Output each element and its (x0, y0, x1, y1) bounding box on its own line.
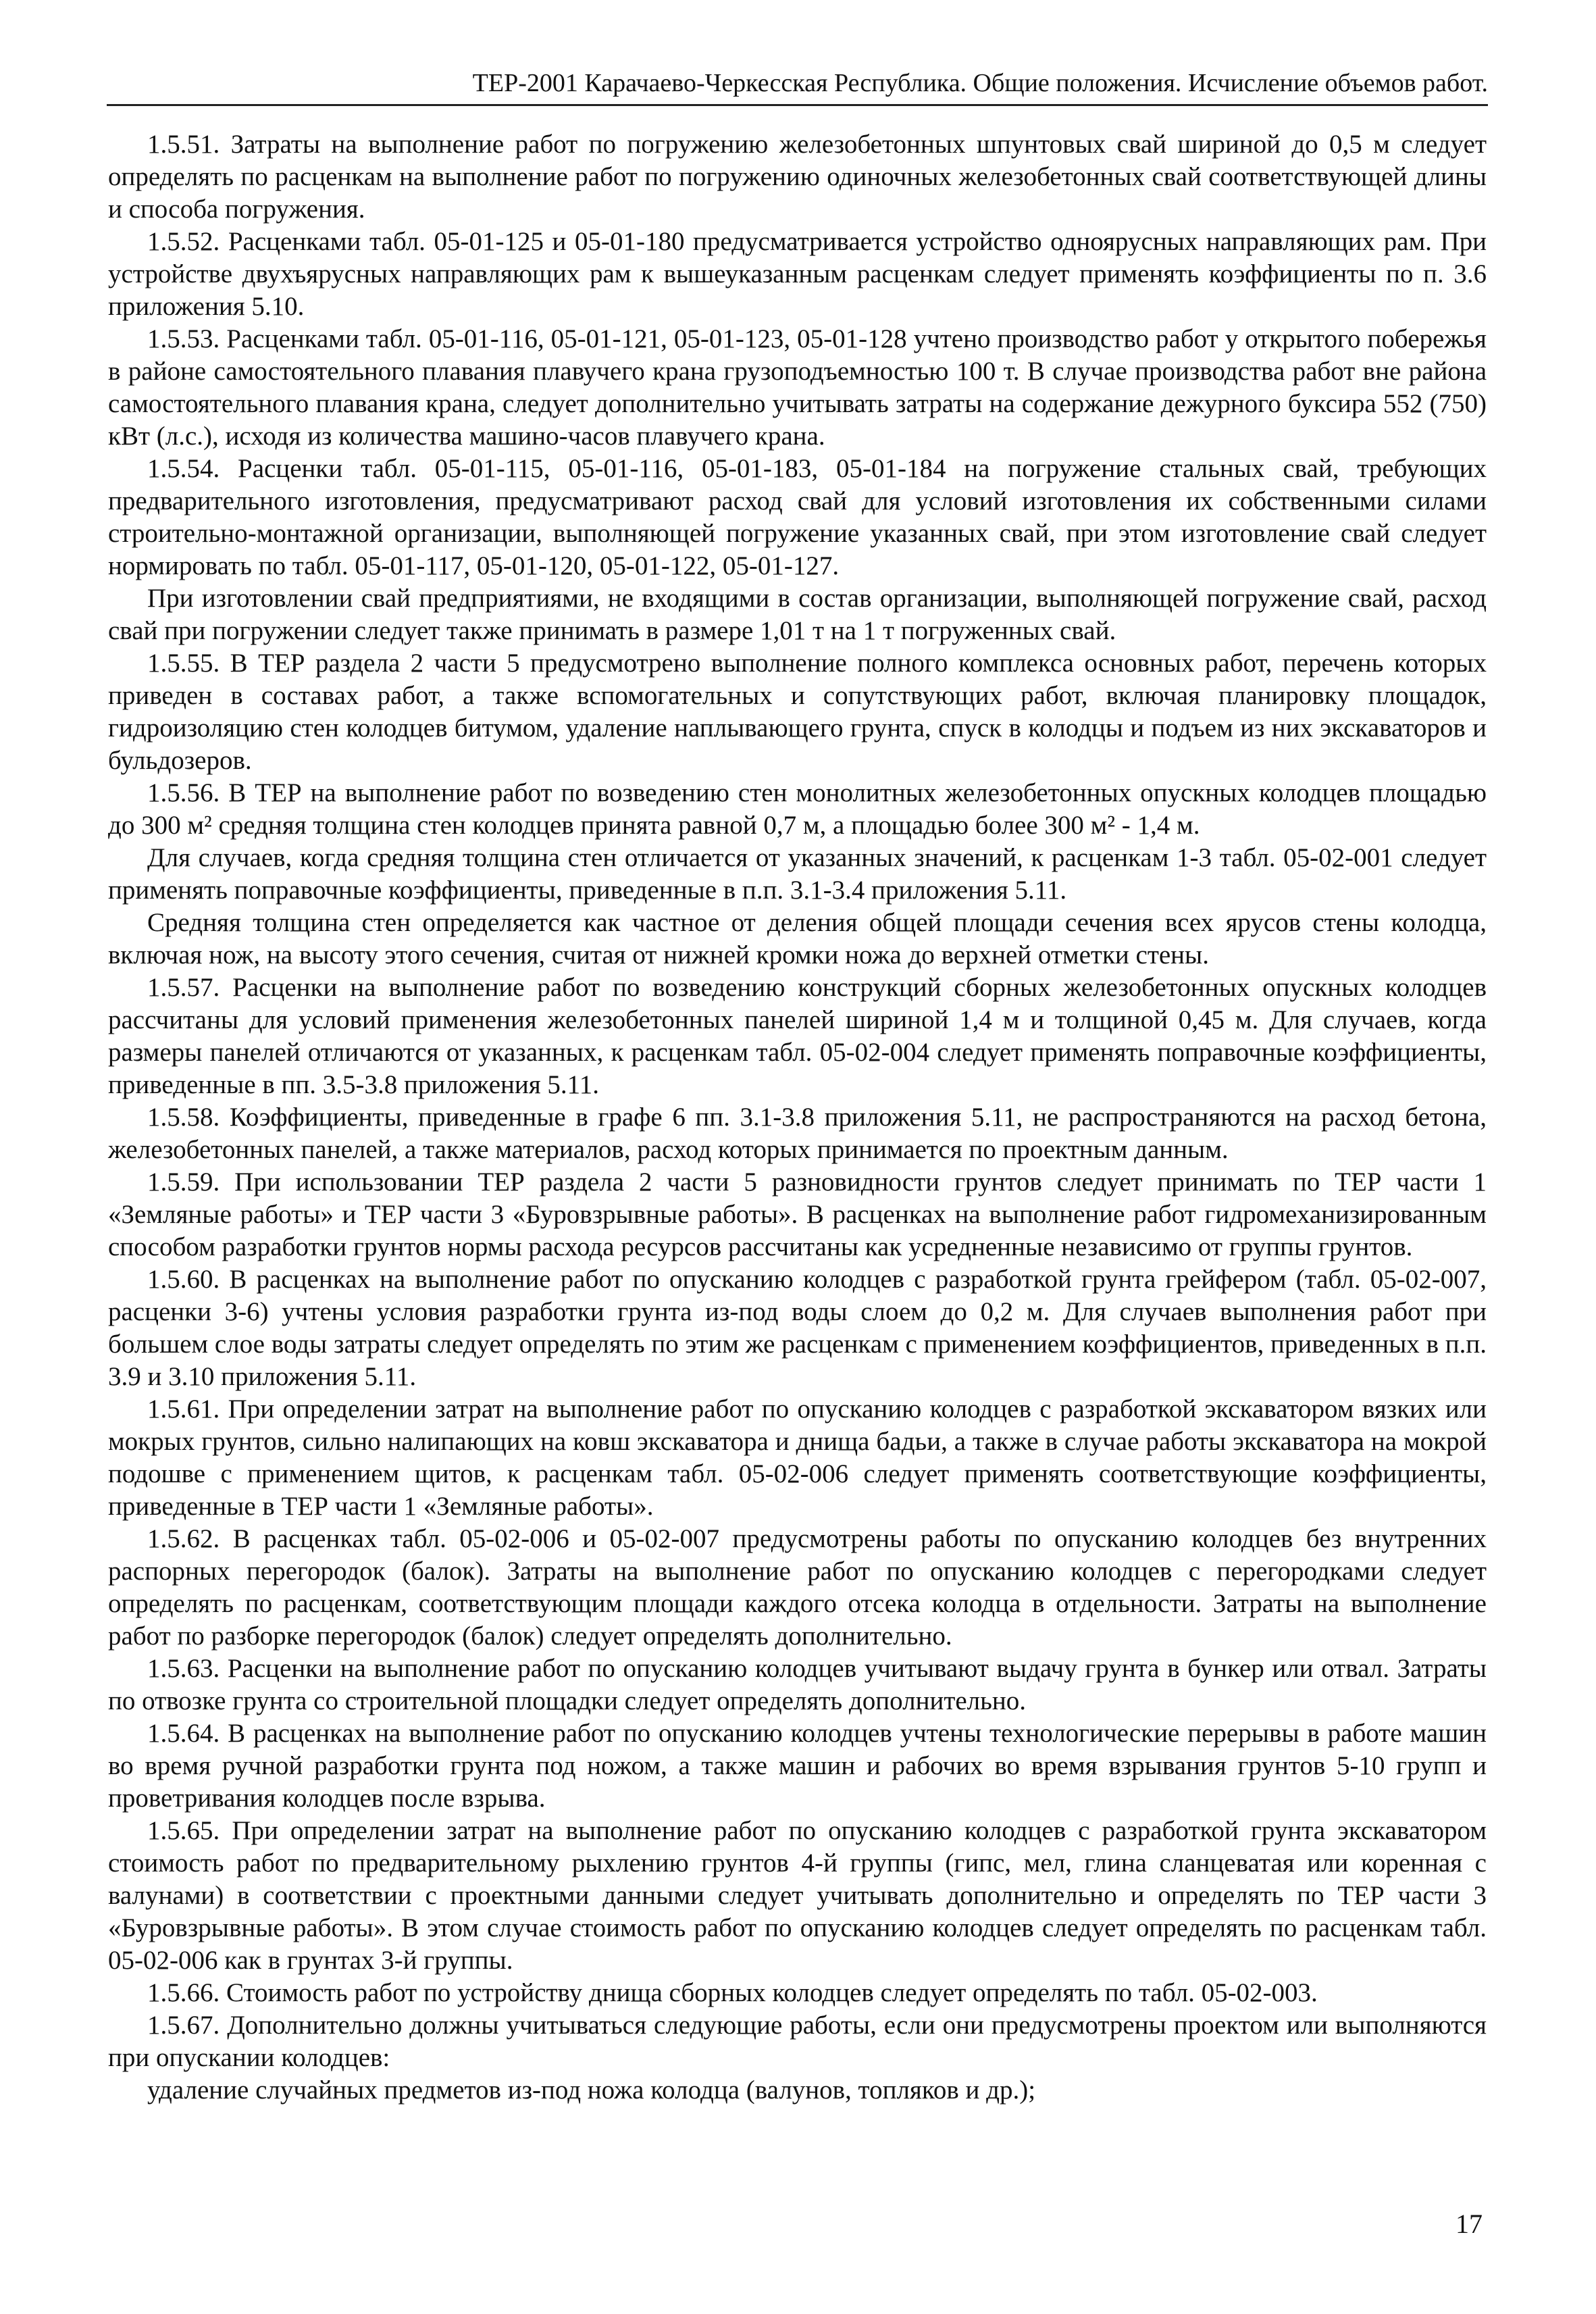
paragraph: 1.5.58. Коэффициенты, приведенные в графе 6 пп. 3.1-3.8 приложения 5.11, не распространяются на расход бетона, железобетонных панелей, а также материалов, расход которых принимается по проектным данным. (108, 1103, 1487, 1164)
paragraph: 1.5.55. В ТЕР раздела 2 части 5 предусмотрено выполнение полного комплекса основных работ, перечень которых приведен в составах работ, а также вспомогательных и сопутствующих работ, включая планировку площадок, гидроизоляцию стен колодцев битумом, удаление наплывающего грунта, спуск в колодцы и подъем из них экскаваторов и бульдозеров. (108, 649, 1487, 775)
paragraph: 1.5.54. Расценки табл. 05-01-115, 05-01-116, 05-01-183, 05-01-184 на погружение стальных свай, требующих предварительного изготовления, предусматривают расход свай для условий изготовления их собственными силами строительно-монтажной организации, выполняющей погружение указанных свай, при этом изготовление свай следует нормировать по табл. 05-01-117, 05-01-120, 05-01-122, 05-01-127. (108, 454, 1487, 580)
paragraph: 1.5.62. В расценках табл. 05-02-006 и 05-02-007 предусмотрены работы по опусканию колодцев без внутренних распорных перегородок (балок). Затраты на выполнение работ по опусканию колодцев с перегородками следует определять по расценкам, соответствующим площади каждого отсека колодца в отдельности. Затраты на выполнение работ по разборке перегородок (балок) следует определять дополнительно. (108, 1524, 1487, 1651)
paragraph: Для случаев, когда средняя толщина стен отличается от указанных значений, к расценкам 1-3 табл. 05-02-001 следует применять поправочные коэффициенты, приведенные в п.п. 3.1-3.4 приложения 5.11. (108, 843, 1487, 905)
paragraph: 1.5.52. Расценками табл. 05-01-125 и 05-01-180 предусматривается устройство одноярусных направляющих рам. При устройстве двухъярусных направляющих рам к вышеуказанным расценкам следует применять коэффициенты по п. 3.6 приложения 5.10. (108, 227, 1487, 321)
paragraph: 1.5.53. Расценками табл. 05-01-116, 05-01-121, 05-01-123, 05-01-128 учтено производство работ у открытого побережья в районе самостоятельного плавания плавучего крана грузоподъемностью 100 т. В случае производства работ вне района самостоятельного плавания крана, следует дополнительно учитывать затраты на содержание дежурного буксира 552 (750) кВт (л.с.), исходя из количества машино-часов плавучего крана. (108, 324, 1487, 451)
paragraph: 1.5.63. Расценки на выполнение работ по опусканию колодцев учитывают выдачу грунта в бункер или отвал. Затраты по отвозке грунта со строительной площадки следует определять дополнительно. (108, 1654, 1487, 1715)
paragraph: 1.5.64. В расценках на выполнение работ по опусканию колодцев учтены технологические перерывы в работе машин во время ручной разработки грунта под ножом, а также машин и рабочих во время взрывания грунтов 5-10 групп и проветривания колодцев после взрыва. (108, 1719, 1487, 1813)
paragraph: 1.5.61. При определении затрат на выполнение работ по опусканию колодцев с разработкой экскаватором вязких или мокрых грунтов, сильно налипающих на ковш экскаватора и днища бадьи, а также в случае работы экскаватора на мокрой подошве с применением щитов, к расценкам табл. 05-02-006 следует применять соответствующие коэффициенты, приведенные в ТЕР части 1 «Земляные работы». (108, 1394, 1487, 1521)
paragraph: 1.5.57. Расценки на выполнение работ по возведению конструкций сборных железобетонных опускных колодцев рассчитаны для условий применения железобетонных панелей шириной 1,4 м и толщиной 0,45 м. Для случаев, когда размеры панелей отличаются от указанных, к расценкам табл. 05-02-004 следует применять поправочные коэффициенты, приведенные в пп. 3.5-3.8 приложения 5.11. (108, 973, 1487, 1099)
page-number: 17 (1456, 2209, 1483, 2239)
paragraph: При изготовлении свай предприятиями, не входящими в состав организации, выполняющей погружение свай, расход свай при погружении следует также принимать в размере 1,01 т на 1 т погруженных свай. (108, 584, 1487, 645)
paragraph: удаление случайных предметов из-под ножа колодца (валунов, топляков и др.); (147, 2076, 1036, 2105)
paragraph: 1.5.56. В ТЕР на выполнение работ по возведению стен монолитных железобетонных опускных колодцев площадью до 300 м² средняя толщина стен колодцев принята равной 0,7 м, а площадью более 300 м² - 1,4 м. (108, 778, 1487, 840)
paragraph: 1.5.67. Дополнительно должны учитываться следующие работы, если они предусмотрены проектом или выполняются при опускании колодцев: (108, 2011, 1487, 2072)
paragraph: 1.5.59. При использовании ТЕР раздела 2 части 5 разновидности грунтов следует принимать по ТЕР части 1 «Земляные работы» и ТЕР части 3 «Буровзрывные работы». В расценках на выполнение работ гидромеханизированным способом разработки грунтов нормы расхода ресурсов рассчитаны как усредненные независимо от группы грунтов. (108, 1167, 1487, 1261)
paragraph: 1.5.66. Стоимость работ по устройству днища сборных колодцев следует определять по табл. 05-02-003. (147, 1978, 1318, 2007)
paragraph: 1.5.65. При определении затрат на выполнение работ по опусканию колодцев с разработкой грунта экскаватором стоимость работ по предварительному рыхлению грунтов 4-й группы (гипс, мел, глина сланцеватая или коренная с валунами) в соответствии с проектными данными следует учитывать дополнительно и определять по ТЕР части 3 «Буровзрывные работы». В этом случае стоимость работ по опусканию колодцев следует определять по расценкам табл. 05-02-006 как в грунтах 3-й группы. (108, 1816, 1487, 1975)
paragraph: 1.5.60. В расценках на выполнение работ по опусканию колодцев с разработкой грунта грейфером (табл. 05-02-007, расценки 3-6) учтены условия разработки грунта из-под воды слоем до 0,2 м. Для случаев выполнения работ при большем слое воды затраты следует определять по этим же расценкам с применением коэффициентов, приведенных в п.п. 3.9 и 3.10 приложения 5.11. (108, 1265, 1487, 1391)
running-header (107, 62, 1488, 106)
paragraph: 1.5.51. Затраты на выполнение работ по погружению железобетонных шпунтовых свай шириной до 0,5 м следует определять по расценкам на выполнение работ по погружению одиночных железобетонных свай соответствующей длины и способа погружения. (108, 130, 1487, 224)
paragraph: Средняя толщина стен определяется как частное от деления общей площади сечения всех ярусов стены колодца, включая нож, на высоту этого сечения, считая от нижней кромки ножа до верхней отметки стены. (108, 908, 1487, 970)
page-body (108, 128, 1487, 2107)
running-title: ТЕР-2001 Карачаево-Черкесская Республика. Общие положения. Исчисление объемов работ. (472, 69, 1488, 97)
